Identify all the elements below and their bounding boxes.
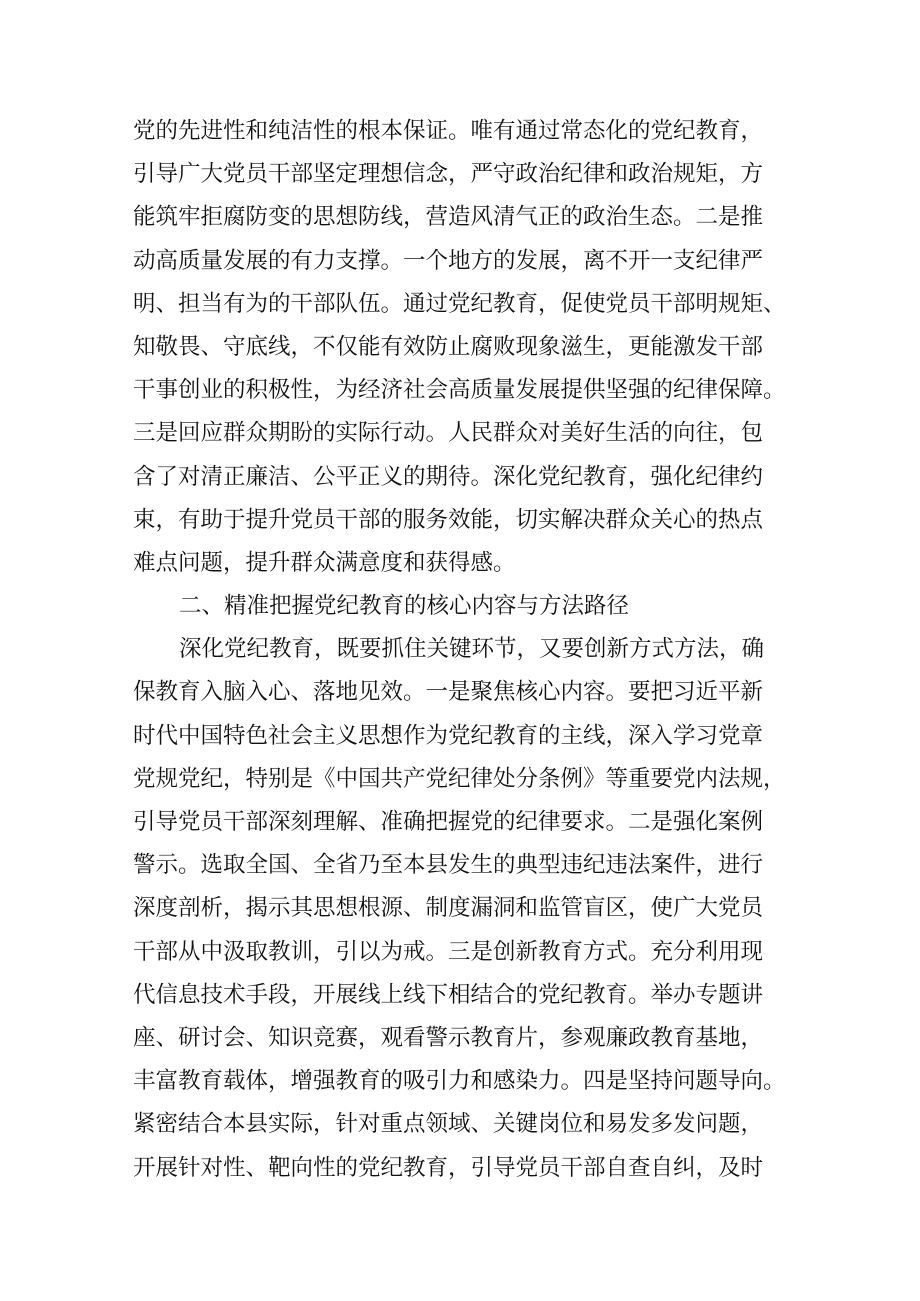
text-line: 座、研讨会、知识竞赛，观看警示教育片，参观廉政教育基地， [133, 1024, 764, 1051]
text-line: 知敬畏、守底线，不仅能有效防止腐败现象滋生，更能激发干部 [133, 333, 764, 360]
text-line: 含了对清正廉洁、公平正义的期待。深化党纪教育，强化纪律约 [133, 463, 764, 490]
text-line: 时代中国特色社会主义思想作为党纪教育的主线，深入学习党章 [133, 722, 764, 749]
section-heading: 二、精准把握党纪教育的核心内容与方法路径 [179, 593, 630, 620]
text-line: 警示。选取全国、全省乃至本县发生的典型违纪违法案件，进行 [133, 852, 764, 879]
body-text [133, 110, 813, 1190]
text-line: 保教育入脑入心、落地见效。一是聚焦核心内容。要把习近平新 [133, 679, 764, 706]
text-line: 丰富教育载体，增强教育的吸引力和感染力。四是坚持问题导向。 [133, 1068, 786, 1095]
text-line: 明、担当有为的干部队伍。通过党纪教育，促使党员干部明规矩、 [133, 290, 786, 317]
text-line: 深化党纪教育，既要抓住关键环节，又要创新方式方法，确 [179, 636, 765, 663]
text-line: 党规党纪，特别是《中国共产党纪律处分条例》等重要党内法规， [133, 765, 786, 792]
text-line: 引导党员干部深刻理解、准确把握党的纪律要求。二是强化案例 [133, 809, 764, 835]
text-line: 能筑牢拒腐防变的思想防线，营造风清气正的政治生态。二是推 [133, 204, 764, 231]
text-line: 代信息技术手段，开展线上线下相结合的党纪教育。举办专题讲 [133, 981, 764, 1008]
text-line: 束，有助于提升党员干部的服务效能，切实解决群众关心的热点 [133, 506, 764, 533]
text-line: 开展针对性、靶向性的党纪教育，引导党员干部自查自纠，及时 [133, 1154, 764, 1181]
text-line: 紧密结合本县实际，针对重点领域、关键岗位和易发多发问题， [133, 1111, 764, 1138]
text-line: 难点问题，提升群众满意度和获得感。 [133, 549, 516, 576]
text-line: 干事创业的积极性，为经济社会高质量发展提供坚强的纪律保障。 [133, 377, 786, 404]
text-line: 干部从中汲取教训，引以为戒。三是创新教育方式。充分利用现 [133, 938, 764, 965]
text-line: 引导广大党员干部坚定理想信念，严守政治纪律和政治规矩，方 [133, 161, 764, 188]
text-line: 动高质量发展的有力支撑。一个地方的发展，离不开一支纪律严 [133, 247, 764, 274]
text-line: 三是回应群众期盼的实际行动。人民群众对美好生活的向往，包 [133, 420, 764, 447]
text-line: 深度剖析，揭示其思想根源、制度漏洞和监管盲区，使广大党员 [133, 895, 764, 922]
text-line: 党的先进性和纯洁性的根本保证。唯有通过常态化的党纪教育， [133, 118, 764, 144]
